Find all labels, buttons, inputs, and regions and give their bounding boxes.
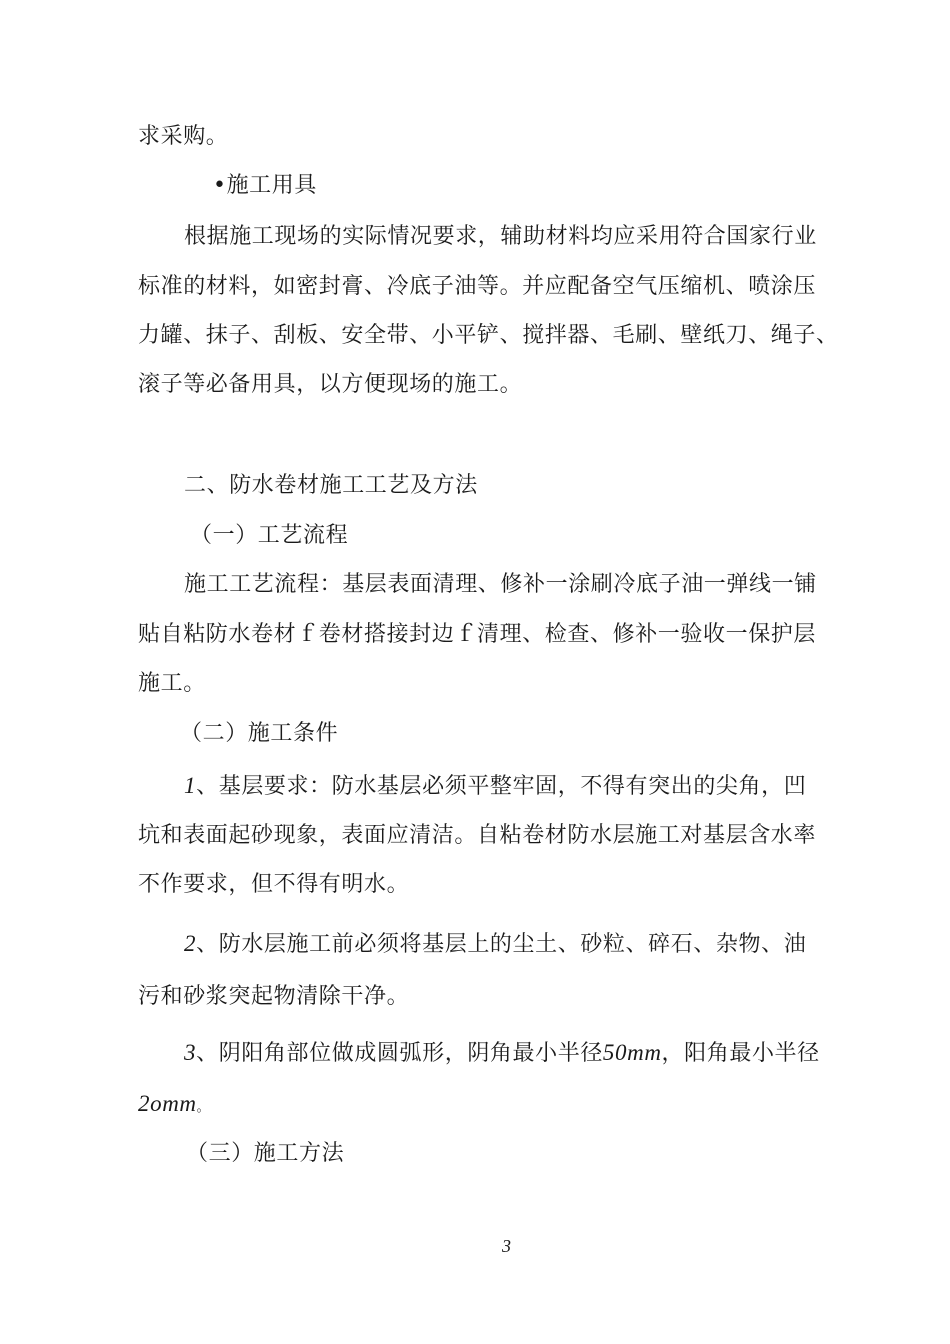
radius-value: 2omm (138, 1091, 197, 1116)
numbered-item-2 (184, 929, 806, 960)
text-line: 不作要求，但不得有明水。 (138, 872, 410, 897)
text-line: 坑和表面起砂现象，表面应清洁。自粘卷材防水层施工对基层含水率 (138, 823, 817, 848)
text-line (138, 1089, 210, 1123)
subheading-methods: （三）施工方法 (186, 1141, 345, 1166)
text-line: 施工工艺流程：基层表面清理、修补一涂刷冷底子油一弹线一铺 (184, 572, 817, 597)
item-number: 1 (184, 773, 197, 798)
item-text: ，阳角最小半径 (661, 1041, 820, 1066)
period: 。 (196, 1100, 211, 1115)
text-line: 污和砂浆突起物清除干净。 (138, 984, 410, 1009)
text-line: 求采购。 (138, 124, 229, 149)
item-separator: 、 (196, 1041, 219, 1066)
item-number: 2 (184, 931, 197, 956)
item-separator: 、 (196, 774, 219, 799)
text-line: 根据施工现场的实际情况要求，辅助材料均应采用符合国家行业 (184, 224, 817, 249)
item-text: 基层要求：防水基层必须平整牢固，不得有突出的尖角，凹 (218, 774, 807, 799)
subheading-tools: •施工用具 (213, 173, 317, 198)
item-number: 3 (184, 1040, 197, 1065)
section-heading: 二、防水卷材施工工艺及方法 (184, 473, 478, 498)
text-line: 滚子等必备用具，以方便现场的施工。 (138, 372, 523, 397)
item-text: 阴阳角部位做成圆弧形，阴角最小半径 (218, 1041, 603, 1066)
numbered-item-3 (184, 1038, 820, 1069)
item-separator: 、 (196, 932, 219, 957)
item-text: 防水层施工前必须将基层上的尘土、砂粒、碎石、杂物、油 (218, 932, 807, 957)
radius-value: 50mm (602, 1040, 662, 1065)
subheading-conditions: （二）施工条件 (180, 721, 339, 746)
page-number: 3 (502, 1236, 511, 1256)
text-line: 施工。 (138, 671, 206, 696)
subheading-process: （一）工艺流程 (190, 523, 349, 548)
numbered-item-1 (184, 771, 806, 802)
text-line: 力罐、抹子、刮板、安全带、小平铲、搅拌器、毛刷、壁纸刀、绳子、 (138, 323, 839, 348)
text-line: 标准的材料，如密封膏、冷底子油等。并应配备空气压缩机、喷涂压 (138, 274, 817, 299)
text-line: 贴自粘防水卷材ｆ卷材搭接封边ｆ清理、检查、修补一验收一保护层 (138, 622, 817, 647)
